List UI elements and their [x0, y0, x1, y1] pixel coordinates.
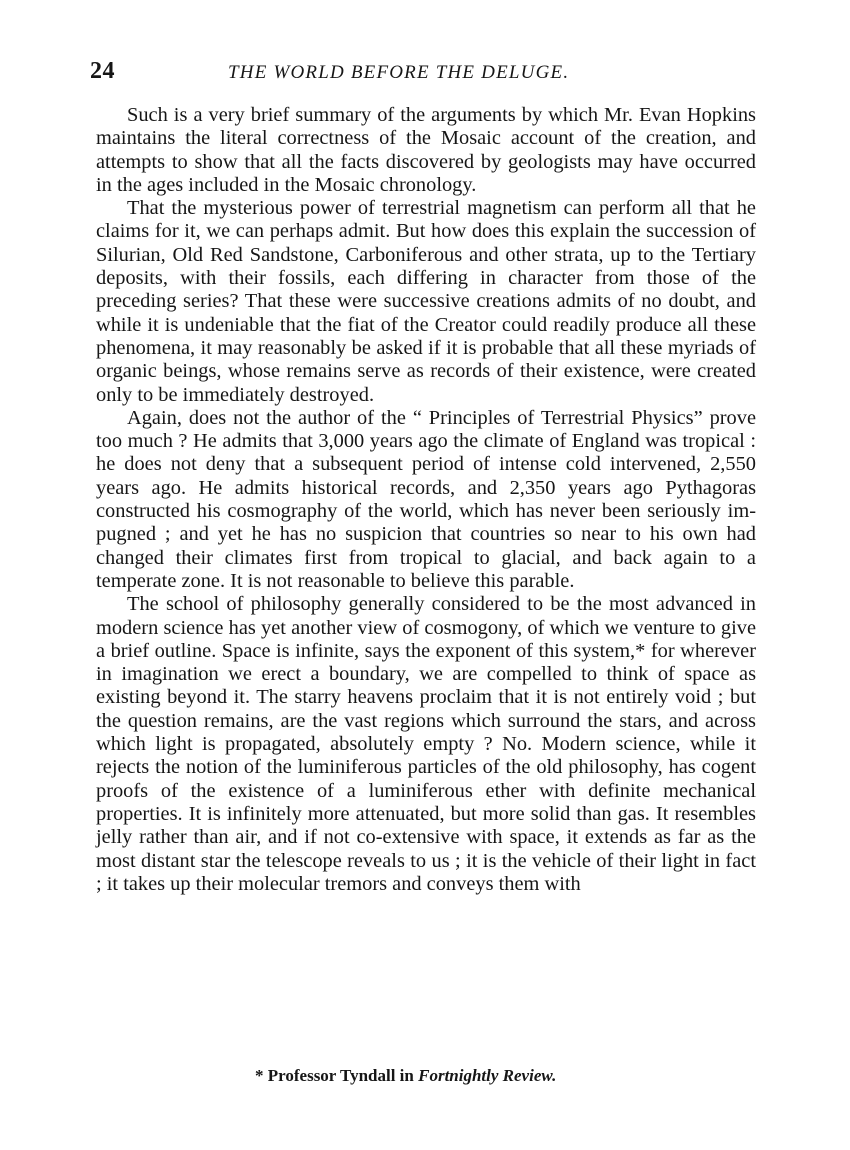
- page-number: 24: [90, 58, 115, 84]
- footnote-attribution: Professor Tyndall in: [267, 1066, 414, 1085]
- paragraph-magnetism: That the mysterious power of terrestrial magnetism can perform all that he claims for it, we can perhaps admit. But how does this explain the succession of Silurian, Old Red Sandstone, Carboniferous and other strata, up to the Tertiary deposits, with their fossils, each differing in character from those of the preceding series? That these were successive creations admits of no doubt, and while it is undeniable that the fiat of the Creator could readily produce all these phenomena, it may reasonably be asked if it is probable that all these myriads of organic beings, whose remains serve as records of their existence, were created only to be immediately destroyed.: [96, 197, 756, 406]
- footnote-asterisk: *: [255, 1066, 264, 1085]
- paragraph-terrestrial-physics: Again, does not the author of the “ Principles of Terrestrial Physics” prove too much ? He admits that 3,000 years ago the climate of England was tropical : he does not deny that a subsequent period of intense cold intervened, 2,550 years ago. He admits historical records, and 2,350 years ago Pythagoras constructed his cosmography of the world, which has never been seriously impugned ; and yet he has no suspicion that countries so near to his own had changed their climates first from tropical to glacial, and back again to a temperate zone. It is not reasonable to believe this parable.: [96, 406, 756, 592]
- running-header: [90, 58, 756, 92]
- paragraph-cosmogony: The school of philosophy generally considered to be the most advanced in modern science has yet another view of cosmogony, of which we venture to give a brief outline. Space is infinite, says the exponent of this system,* for wherever in imagination we erect a boundary, we are compelled to think of space as existing beyond it. The starry heavens proclaim that it is not entirely void ; but the question remains, are the vast regions which surround the stars, and across which light is propagated, absolutely empty ? No. Modern science, while it rejects the notion of the luminiferous particles of the old philosophy, has cogent proofs of the existence of a luminiferous ether with definite mechanical properties. It is infinitely more attenuated, but more solid than gas. It resembles jelly rather than air, and if not co-extensive with space, it extends as far as the most distant star the telescope reveals to us ; it is the vehicle of their light in fact ; it takes up their molecular tremors and conveys them with: [96, 593, 756, 895]
- book-page: [90, 58, 756, 896]
- footnote: [255, 1066, 556, 1086]
- body-text: [96, 104, 756, 896]
- paragraph-summary: Such is a very brief summary of the arguments by which Mr. Evan Hopkins maintains the literal correctness of the Mosaic account of the creation, and attempts to show that all the facts discovered by geologists may have occurred in the ages included in the Mosaic chronology.: [96, 104, 756, 196]
- running-title: THE WORLD BEFORE THE DELUGE.: [228, 62, 570, 83]
- footnote-publication: Fortnightly Review.: [418, 1066, 557, 1085]
